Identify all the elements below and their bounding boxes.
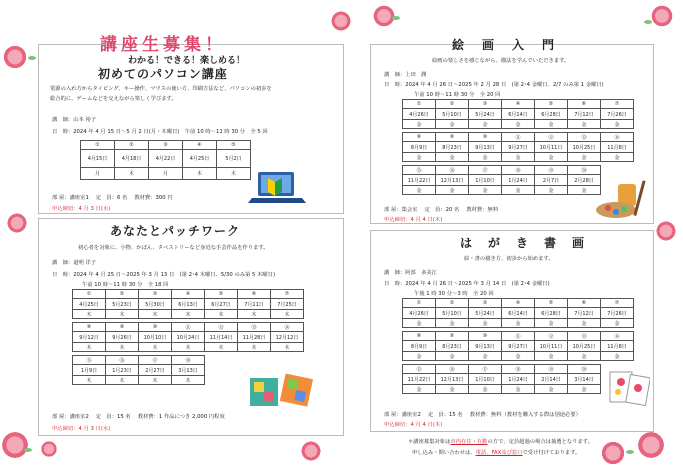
table-cell: ① (403, 299, 436, 308)
page-subtitle: わかる！できる！楽しめる！ (128, 56, 246, 66)
table-cell: 金 (469, 319, 502, 328)
table-cell: 金 (568, 319, 601, 328)
table-cell: 木 (139, 343, 172, 352)
table-cell: 12月13日 (436, 374, 469, 385)
table-cell: 金 (436, 319, 469, 328)
course1-schedule-table (80, 140, 251, 180)
table-row (73, 299, 304, 310)
table-cell: 10月10日 (139, 332, 172, 343)
table-cell: 木 (238, 310, 271, 319)
table-cell: 10月25日 (568, 142, 601, 153)
table-row (403, 100, 634, 109)
table-cell: 1月24日 (502, 374, 535, 385)
table-cell: ⑭ (601, 332, 634, 341)
page-title: 講座生募集！ (100, 35, 226, 55)
flower-decoration-icon (655, 220, 677, 242)
table-cell: 4月18日 (115, 150, 149, 168)
table-row (73, 310, 304, 319)
table-cell: 木 (205, 310, 238, 319)
course1-instructor: 講 師：山本 裕子 (52, 117, 97, 123)
table-cell: 金 (601, 352, 634, 361)
course1-schedule: 日 時：2024 年 4 月 15 日～5 月 2 日(月・木曜日) 午前 10 時～11 時 30 分 全 5 回 (52, 129, 268, 135)
table-cell: 11月8日 (601, 341, 634, 352)
table-cell: 金 (469, 120, 502, 129)
flower-decoration-icon (636, 430, 666, 460)
table-cell: ③ (469, 100, 502, 109)
table-cell: 6月14日 (502, 109, 535, 120)
table-row (403, 299, 634, 308)
leaf-decoration-icon (392, 16, 400, 20)
table-cell: 1月10日 (469, 374, 502, 385)
table-row (403, 120, 634, 129)
table-cell: 金 (502, 186, 535, 195)
table-cell: ⑤ (535, 299, 568, 308)
table-cell: 木 (106, 343, 139, 352)
table-cell: 木 (106, 376, 139, 385)
table-cell: 9月26日 (106, 332, 139, 343)
postcard-flower-icon (608, 370, 650, 406)
table-cell: ⑪ (502, 332, 535, 341)
table-cell: 10月11日 (535, 142, 568, 153)
table-cell: ⑦ (601, 299, 634, 308)
table-row (403, 109, 634, 120)
table-cell: 金 (535, 186, 568, 195)
table-cell: ⑰ (469, 365, 502, 374)
course3-instructor: 講 師：上田 潤 (384, 72, 427, 78)
table-row (403, 142, 634, 153)
table-cell: ⑧ (73, 323, 106, 332)
table-cell: 4月26日 (403, 308, 436, 319)
patchwork-icon (250, 372, 314, 412)
table-cell: 木 (217, 168, 251, 180)
leaf-decoration-icon (24, 448, 32, 452)
table-cell: 月 (81, 168, 115, 180)
table-cell: 金 (469, 385, 502, 394)
table-cell: 金 (535, 319, 568, 328)
table-cell: 11月22日 (403, 374, 436, 385)
course4-deadline: 申込締切：4 月 4 日(木) (384, 422, 443, 428)
table-row (403, 385, 634, 394)
course1-desc-1: 電源の入れ方からタイピング、キー操作、マウスの使い方、印刷方法など、パソコンの初歩を (50, 86, 272, 92)
table-cell: 8月9日 (403, 142, 436, 153)
table-cell: 木 (172, 310, 205, 319)
table-cell: ⑫ (535, 332, 568, 341)
table-cell: 7月12日 (568, 308, 601, 319)
course4-instructor: 講 師：阿部 多美江 (384, 270, 437, 276)
flower-decoration-icon (600, 440, 626, 466)
course3-info: 部 屋：集会室 定 員：20 名 教材費：無料 (384, 207, 499, 213)
table-cell: 5月24日 (469, 109, 502, 120)
table-row (403, 308, 634, 319)
table-cell: 金 (535, 352, 568, 361)
table-cell: ⑥ (568, 299, 601, 308)
leaf-decoration-icon (626, 450, 634, 454)
table-cell: 6月27日 (205, 299, 238, 310)
course4-schedule-table (402, 298, 634, 394)
table-row (403, 319, 634, 328)
table-cell: ⑱ (172, 356, 205, 365)
flower-decoration-icon (650, 4, 674, 28)
table-cell: 木 (139, 376, 172, 385)
table-cell: ③ (139, 290, 172, 299)
table-cell: 7月26日 (601, 308, 634, 319)
table-cell: 木 (172, 343, 205, 352)
table-cell: 金 (568, 385, 601, 394)
table-cell: 金 (403, 120, 436, 129)
table-cell: ⑪ (172, 323, 205, 332)
table-cell: 5月2日 (217, 150, 251, 168)
table-cell: 10月25日 (568, 341, 601, 352)
table-row (403, 374, 634, 385)
table-cell: 金 (535, 153, 568, 162)
course3-schedule: 日 時：2024 年 4 月 26 日～2025 年 2 月 28 日 (第 2･4 金曜日、2/7 のみ第 1 金曜日) (384, 82, 604, 88)
course4-desc: 絵・書の描き方、初歩から始めます。 (464, 256, 554, 262)
table-cell: ⑤ (205, 290, 238, 299)
table-cell: 金 (403, 319, 436, 328)
table-cell: ⑨ (436, 332, 469, 341)
table-row (73, 323, 304, 332)
table-cell: 金 (469, 352, 502, 361)
table-cell: 4月25日 (183, 150, 217, 168)
table-cell: 金 (469, 153, 502, 162)
table-cell: 木 (183, 168, 217, 180)
course2-time: 午前 10 時～11 時 30 分 全 18 回 (82, 282, 169, 288)
course4-title: は が き 書 画 (460, 236, 587, 250)
table-cell: 金 (535, 120, 568, 129)
table-cell: 5月10日 (436, 308, 469, 319)
table-cell: 木 (139, 310, 172, 319)
table-cell: 金 (502, 385, 535, 394)
course2-deadline: 申込締切：4 月 3 日(水) (52, 426, 111, 432)
table-cell: 9月13日 (469, 341, 502, 352)
table-cell: 2月28日 (568, 175, 601, 186)
table-cell: 3月14日 (568, 374, 601, 385)
table-cell: ① (73, 290, 106, 299)
table-cell: 10月24日 (172, 332, 205, 343)
table-cell: 金 (568, 120, 601, 129)
table-cell: ⑥ (238, 290, 271, 299)
table-row (403, 332, 634, 341)
table-cell: ④ (172, 290, 205, 299)
beginner-mark-icon (268, 178, 282, 196)
table-cell: ④ (502, 299, 535, 308)
table-cell: ① (403, 100, 436, 109)
table-cell: 7月11日 (238, 299, 271, 310)
table-cell: 1月10日 (469, 175, 502, 186)
course3-deadline: 申込締切：4 月 4 日(木) (384, 217, 443, 223)
table-cell: 9月27日 (502, 142, 535, 153)
table-cell: ⑮ (403, 166, 436, 175)
table-cell: 4月22日 (149, 150, 183, 168)
table-cell: 金 (403, 352, 436, 361)
table-cell: ⑨ (436, 133, 469, 142)
table-cell: 9月12日 (73, 332, 106, 343)
table-cell: ⑭ (271, 323, 304, 332)
course3-desc: 絵画の楽しさを感じながら、描法を学んでいただきます。 (432, 58, 570, 64)
table-cell: 木 (115, 168, 149, 180)
table-row (73, 290, 304, 299)
table-cell: ① (81, 141, 115, 150)
table-cell: ⑬ (568, 332, 601, 341)
table-cell: 金 (436, 186, 469, 195)
table-cell (238, 356, 271, 365)
table-cell: ⑳ (568, 166, 601, 175)
table-cell: 5月23日 (106, 299, 139, 310)
table-cell: 金 (502, 120, 535, 129)
footer-text: 申し込み・問い合わせは、 (412, 450, 476, 456)
footer-note-2 (412, 448, 580, 456)
table-row (81, 141, 251, 150)
table-cell: ⑬ (238, 323, 271, 332)
table-cell: 金 (601, 319, 634, 328)
flower-decoration-icon (6, 212, 28, 234)
table-cell: 金 (436, 352, 469, 361)
table-cell: ⑳ (568, 365, 601, 374)
table-cell: 5月10日 (436, 109, 469, 120)
table-cell: 6月28日 (535, 308, 568, 319)
leaf-decoration-icon (644, 20, 652, 24)
table-row (73, 356, 304, 365)
table-cell: 2月14日 (535, 374, 568, 385)
table-cell: ⑩ (469, 332, 502, 341)
table-cell: 5月30日 (139, 299, 172, 310)
table-row (403, 133, 634, 142)
table-row (403, 352, 634, 361)
table-cell: 金 (502, 319, 535, 328)
table-cell: ⑲ (535, 166, 568, 175)
table-cell: 1月24日 (502, 175, 535, 186)
table-cell: ⑰ (469, 166, 502, 175)
table-cell: ⑰ (139, 356, 172, 365)
table-row (81, 168, 251, 180)
table-cell: 金 (535, 385, 568, 394)
table-cell: 木 (73, 376, 106, 385)
table-cell: ④ (183, 141, 217, 150)
table-cell: ⑫ (205, 323, 238, 332)
table-cell: 金 (601, 153, 634, 162)
course2-title: あなたとパッチワーク (110, 224, 241, 238)
course2-instructor: 講 師：道明 洋子 (52, 260, 97, 266)
table-cell: ② (115, 141, 149, 150)
table-cell: ⑥ (568, 100, 601, 109)
table-cell: 8月23日 (436, 341, 469, 352)
table-cell: 11月28日 (238, 332, 271, 343)
table-cell: 7月25日 (271, 299, 304, 310)
table-cell: ⑪ (502, 133, 535, 142)
table-cell: 11月14日 (205, 332, 238, 343)
table-row (403, 166, 634, 175)
course2-desc: 初心者を対象に、小物、かばん、タペストリーなど身近な手芸作品を作ります。 (78, 245, 269, 251)
table-cell: ⑬ (568, 133, 601, 142)
table-cell (205, 365, 238, 376)
table-cell: ⑦ (601, 100, 634, 109)
table-cell (205, 356, 238, 365)
table-cell: ③ (149, 141, 183, 150)
course2-schedule: 日 時：2024 年 4 月 25 日～2025 年 3 月 13 日 (第 2･4 木曜日、5/30 のみ第 5 木曜日) (52, 272, 276, 278)
table-cell: 4月15日 (81, 150, 115, 168)
table-cell: ⑯ (436, 365, 469, 374)
table-cell (601, 166, 634, 175)
table-cell: 1月9日 (73, 365, 106, 376)
table-cell: 金 (568, 153, 601, 162)
table-cell: 金 (502, 352, 535, 361)
table-cell: ⑫ (535, 133, 568, 142)
table-cell: 5月24日 (469, 308, 502, 319)
table-cell: 3月13日 (172, 365, 205, 376)
flower-decoration-icon (0, 430, 30, 460)
footer-text: ＊講座募集対象は (408, 439, 451, 445)
course2-schedule-table (72, 289, 304, 385)
table-cell: ⑮ (403, 365, 436, 374)
table-cell: ② (436, 299, 469, 308)
footer-emphasis: 市内在住・在勤 (450, 439, 488, 445)
table-cell: 11月22日 (403, 175, 436, 186)
table-cell: ② (106, 290, 139, 299)
course2-info: 部 屋：講座室2 定 員：15 名 教材費：1 作品につき 2,000 円程度 (52, 414, 225, 420)
table-cell: 金 (403, 385, 436, 394)
table-cell: 8月9日 (403, 341, 436, 352)
table-cell: 12月12日 (271, 332, 304, 343)
course4-schedule: 日 時：2024 年 4 月 26 日～2025 年 3 月 14 日 (第 2･4 金曜日) (384, 281, 550, 287)
table-cell: 12月13日 (436, 175, 469, 186)
table-cell: ⑱ (502, 365, 535, 374)
table-cell: 11月8日 (601, 142, 634, 153)
table-cell: ⑤ (217, 141, 251, 150)
table-cell: 木 (73, 310, 106, 319)
table-cell: 9月13日 (469, 142, 502, 153)
flower-decoration-icon (2, 44, 28, 70)
table-cell: 金 (436, 153, 469, 162)
table-cell: 月 (149, 168, 183, 180)
table-row (403, 365, 634, 374)
table-cell: ⑨ (106, 323, 139, 332)
course3-title: 絵 画 入 門 (452, 38, 558, 52)
course4-info: 部 屋：講座室2 定 員：15 名 教材費：無料（教材を購入する際は別途必要） (384, 412, 581, 418)
course1-title: 初めてのパソコン講座 (98, 67, 228, 81)
footer-text: で受け付けております。 (522, 450, 581, 456)
table-cell: ③ (469, 299, 502, 308)
course1-deadline: 申込締切：4 月 3 日(水) (52, 206, 111, 212)
table-cell: ⑩ (139, 323, 172, 332)
table-row (403, 153, 634, 162)
table-cell: 9月27日 (502, 341, 535, 352)
table-cell: ④ (502, 100, 535, 109)
table-cell: 6月28日 (535, 109, 568, 120)
table-cell: 7月12日 (568, 109, 601, 120)
table-cell: ⑯ (436, 166, 469, 175)
table-row (81, 150, 251, 168)
table-cell: 木 (205, 343, 238, 352)
table-cell: 4月25日 (73, 299, 106, 310)
table-cell: 1月23日 (106, 365, 139, 376)
table-cell (205, 376, 238, 385)
footer-text: の方で、定員超過の場合は抽選となります。 (487, 439, 593, 445)
table-cell: ⑤ (535, 100, 568, 109)
course4-time: 午後 1 時 30 分～3 時 全 20 回 (414, 291, 494, 297)
table-cell: ⑭ (601, 133, 634, 142)
table-cell: 木 (271, 343, 304, 352)
table-cell: 金 (601, 120, 634, 129)
course3-time: 午前 10 時～11 時 30 分 全 20 回 (414, 92, 501, 98)
table-cell: 7月26日 (601, 109, 634, 120)
course1-desc-2: 総合的に、ゲームなどを交えながら楽しく学びます。 (50, 96, 177, 102)
table-cell: ② (436, 100, 469, 109)
flower-decoration-icon (330, 10, 352, 32)
table-cell: ⑧ (403, 332, 436, 341)
table-cell: 金 (568, 186, 601, 195)
table-row (73, 332, 304, 343)
table-cell: 木 (238, 343, 271, 352)
table-cell: 金 (436, 120, 469, 129)
table-cell: 金 (568, 352, 601, 361)
table-cell: 2月27日 (139, 365, 172, 376)
table-row (73, 343, 304, 352)
table-cell: 金 (403, 186, 436, 195)
flower-decoration-icon (300, 440, 322, 462)
table-cell: ⑦ (271, 290, 304, 299)
course1-info: 部 屋：講座室1 定 員：6 名 教材費：300 円 (52, 195, 173, 201)
table-cell: 木 (106, 310, 139, 319)
table-cell: 金 (403, 153, 436, 162)
table-cell: 金 (469, 186, 502, 195)
table-cell: ⑩ (469, 133, 502, 142)
table-cell: ⑲ (535, 365, 568, 374)
table-cell: 木 (73, 343, 106, 352)
flower-decoration-icon (40, 440, 58, 458)
paint-palette-icon (594, 178, 650, 220)
table-row (403, 341, 634, 352)
table-cell: 木 (172, 376, 205, 385)
table-cell (271, 356, 304, 365)
table-cell: 6月13日 (172, 299, 205, 310)
footer-note-1 (408, 437, 593, 445)
table-cell: 金 (502, 153, 535, 162)
table-cell: ⑱ (502, 166, 535, 175)
table-cell: ⑮ (73, 356, 106, 365)
table-cell: 6月14日 (502, 308, 535, 319)
leaf-decoration-icon (28, 56, 36, 60)
table-cell: ⑯ (106, 356, 139, 365)
table-cell: 8月23日 (436, 142, 469, 153)
table-cell: ⑧ (403, 133, 436, 142)
table-cell: 金 (436, 385, 469, 394)
table-cell: 4月26日 (403, 109, 436, 120)
table-cell: 10月11日 (535, 341, 568, 352)
footer-emphasis: 電話、FAX及び窓口 (475, 450, 523, 456)
table-cell: 2月7日 (535, 175, 568, 186)
table-cell: 木 (271, 310, 304, 319)
